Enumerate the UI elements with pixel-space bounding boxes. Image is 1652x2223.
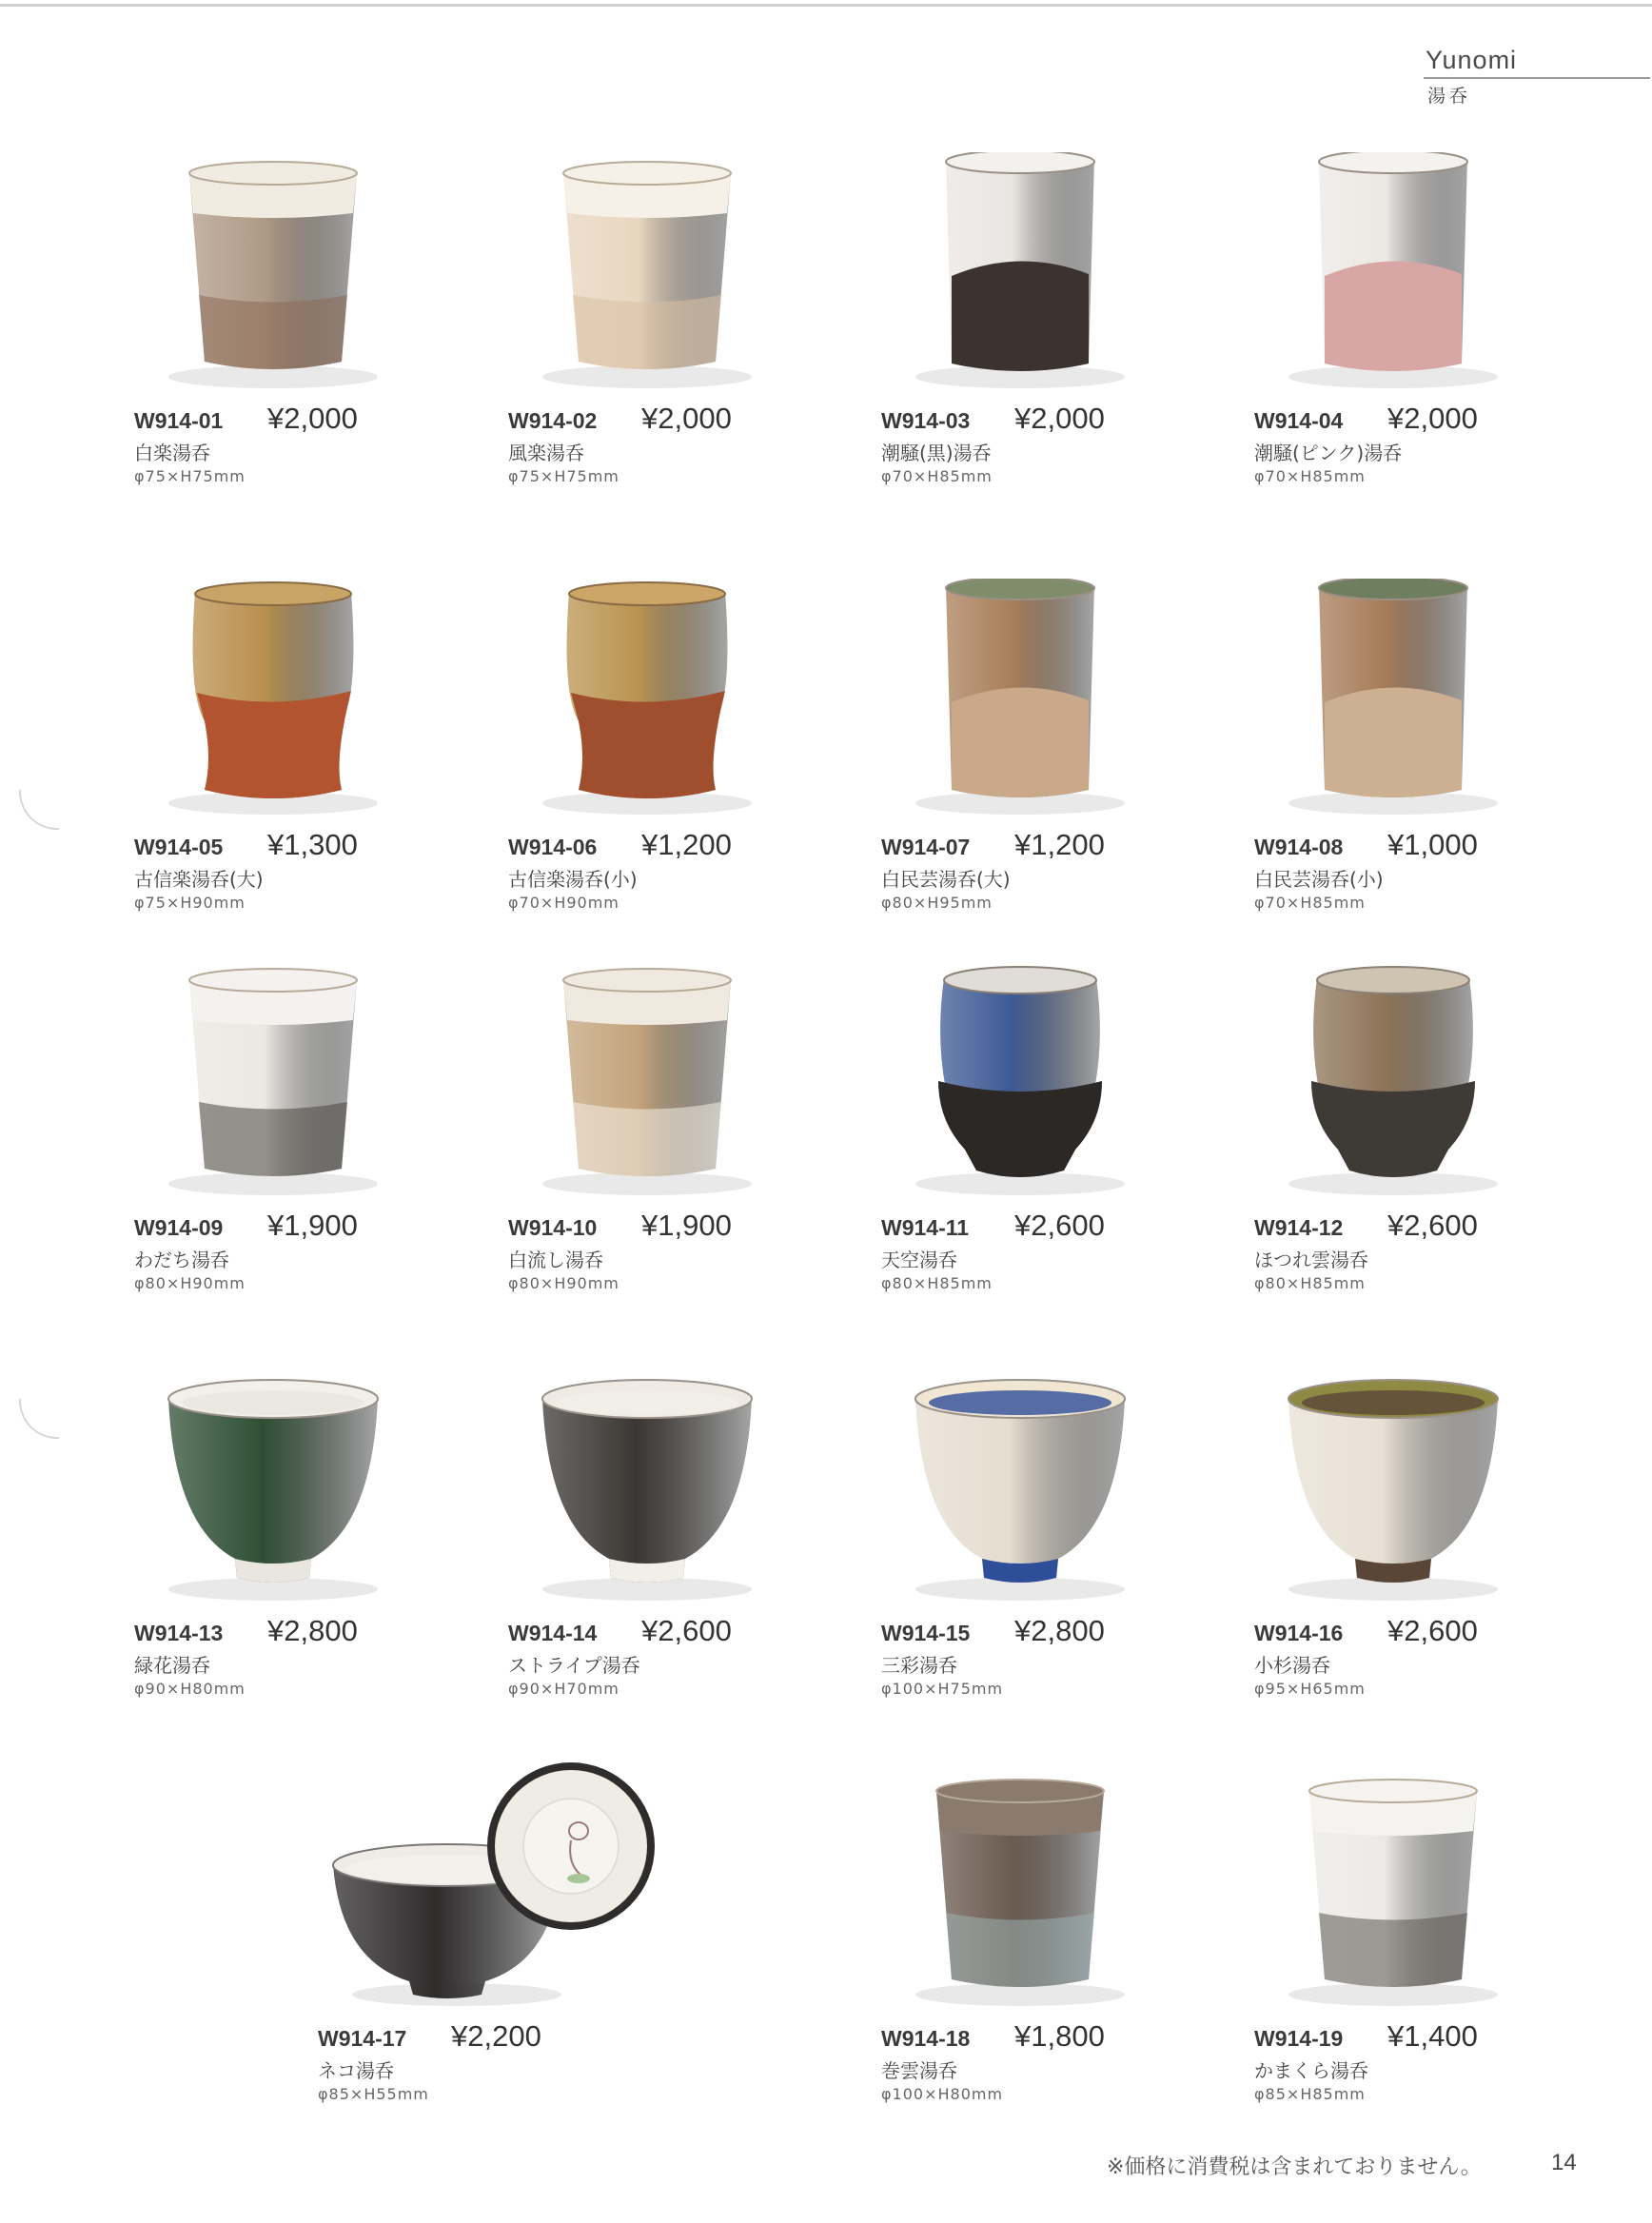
product-price: ¥2,600 xyxy=(1387,1614,1478,1647)
product-name: 白民芸湯呑(大) xyxy=(881,868,1011,891)
product-info xyxy=(1254,1614,1540,1698)
product-size: φ90×H80mm xyxy=(134,1680,246,1698)
product-price: ¥2,600 xyxy=(1387,1209,1478,1242)
yunomi-photo xyxy=(877,152,1163,400)
product-info xyxy=(134,1209,420,1292)
product-code: W914-06 xyxy=(508,835,598,859)
product-photo xyxy=(504,959,790,1207)
product-price: ¥2,600 xyxy=(641,1614,732,1647)
product-card xyxy=(1250,959,1536,1321)
yunomi-photo xyxy=(1250,152,1536,400)
product-name: 白流し湯呑 xyxy=(508,1249,603,1271)
product-photo xyxy=(877,959,1163,1207)
product-code: W914-04 xyxy=(1254,408,1344,433)
product-name: 古信楽湯呑(小) xyxy=(508,868,638,891)
product-name: 巻雲湯呑 xyxy=(881,2059,957,2082)
product-code: W914-07 xyxy=(881,835,971,859)
top-border xyxy=(0,4,1652,7)
product-name: 白民芸湯呑(小) xyxy=(1254,868,1384,891)
product-price: ¥2,000 xyxy=(1014,402,1105,435)
product-info xyxy=(881,828,1167,912)
product-size: φ80×H95mm xyxy=(881,894,993,912)
product-size: φ80×H90mm xyxy=(508,1274,620,1292)
product-info xyxy=(134,828,420,912)
yunomi-photo xyxy=(504,1365,790,1612)
yunomi-photo xyxy=(130,579,416,826)
product-size: φ75×H75mm xyxy=(134,467,246,485)
page-title: Yunomi xyxy=(1426,46,1518,74)
product-name: 白楽湯呑 xyxy=(134,442,210,464)
product-price: ¥1,900 xyxy=(641,1209,732,1242)
product-info xyxy=(508,1209,794,1292)
product-price: ¥1,200 xyxy=(1014,828,1105,861)
product-photo xyxy=(504,579,790,826)
product-name: 三彩湯呑 xyxy=(881,1654,957,1677)
yunomi-photo xyxy=(1250,579,1536,826)
product-code: W914-12 xyxy=(1254,1215,1344,1240)
product-size: φ85×H55mm xyxy=(318,2085,429,2103)
product-size: φ70×H85mm xyxy=(881,467,993,485)
product-code: W914-19 xyxy=(1254,2026,1344,2051)
product-photo xyxy=(877,1770,1163,2017)
product-photo xyxy=(130,1365,416,1612)
product-code: W914-01 xyxy=(134,408,224,433)
product-price: ¥2,000 xyxy=(267,402,358,435)
product-price: ¥2,200 xyxy=(451,2019,541,2053)
yunomi-photo xyxy=(1250,1365,1536,1612)
binder-hole-mark xyxy=(19,1399,59,1439)
yunomi-photo xyxy=(877,1770,1163,2017)
product-info xyxy=(1254,402,1540,485)
product-name: 潮騒(黒)湯呑 xyxy=(881,442,992,464)
product-size: φ85×H85mm xyxy=(1254,2085,1366,2103)
product-size: φ80×H85mm xyxy=(881,1274,993,1292)
product-photo xyxy=(504,1365,790,1612)
product-price: ¥2,600 xyxy=(1014,1209,1105,1242)
cup-interior-photo xyxy=(476,1751,666,1941)
product-size: φ75×H90mm xyxy=(134,894,246,912)
product-card xyxy=(130,959,416,1321)
product-info xyxy=(1254,2019,1540,2103)
product-code: W914-03 xyxy=(881,408,971,433)
product-photo xyxy=(314,1770,600,2017)
product-card xyxy=(130,579,416,940)
product-info xyxy=(508,828,794,912)
product-price: ¥2,800 xyxy=(267,1614,358,1647)
product-card xyxy=(314,1770,600,2132)
tax-note: ※価格に消費税は含まれておりません。 xyxy=(1107,2155,1482,2179)
product-size: φ80×H85mm xyxy=(1254,1274,1366,1292)
product-card xyxy=(1250,579,1536,940)
product-price: ¥1,800 xyxy=(1014,2019,1105,2053)
product-info xyxy=(881,402,1167,485)
product-photo xyxy=(130,959,416,1207)
product-code: W914-18 xyxy=(881,2026,971,2051)
page-subtitle: 湯呑 xyxy=(1427,86,1472,107)
product-photo xyxy=(130,579,416,826)
product-photo xyxy=(877,1365,1163,1612)
product-name: 風楽湯呑 xyxy=(508,442,584,464)
product-price: ¥2,800 xyxy=(1014,1614,1105,1647)
product-name: ほつれ雲湯呑 xyxy=(1254,1249,1368,1271)
product-price: ¥1,000 xyxy=(1387,828,1478,861)
product-price: ¥1,200 xyxy=(641,828,732,861)
product-name: 潮騒(ピンク)湯呑 xyxy=(1254,442,1403,464)
product-info xyxy=(134,402,420,485)
yunomi-photo xyxy=(1250,959,1536,1207)
product-photo xyxy=(130,152,416,400)
product-info xyxy=(508,1614,794,1698)
product-size: φ95×H65mm xyxy=(1254,1680,1366,1698)
product-photo xyxy=(1250,1365,1536,1612)
product-photo xyxy=(877,152,1163,400)
product-photo xyxy=(1250,959,1536,1207)
product-size: φ100×H80mm xyxy=(881,2085,1004,2103)
product-info xyxy=(881,1209,1167,1292)
page-number: 14 xyxy=(1551,2150,1577,2175)
product-card xyxy=(877,959,1163,1321)
product-card xyxy=(504,152,790,514)
product-info xyxy=(508,402,794,485)
product-card xyxy=(130,1365,416,1726)
product-name: ストライプ湯呑 xyxy=(508,1654,640,1677)
product-code: W914-13 xyxy=(134,1621,224,1645)
product-size: φ75×H75mm xyxy=(508,467,620,485)
product-name: 天空湯呑 xyxy=(881,1249,957,1271)
product-price: ¥2,000 xyxy=(641,402,732,435)
product-name: かまくら湯呑 xyxy=(1254,2059,1368,2082)
product-size: φ80×H90mm xyxy=(134,1274,246,1292)
yunomi-photo xyxy=(504,579,790,826)
product-photo xyxy=(877,579,1163,826)
product-name: わだち湯呑 xyxy=(134,1249,229,1271)
product-card xyxy=(504,1365,790,1726)
binder-hole-mark xyxy=(19,790,59,830)
product-card xyxy=(504,579,790,940)
yunomi-photo xyxy=(130,152,416,400)
product-info xyxy=(134,1614,420,1698)
product-info xyxy=(881,2019,1167,2103)
product-card xyxy=(877,579,1163,940)
product-card xyxy=(504,959,790,1321)
product-name: 古信楽湯呑(大) xyxy=(134,868,264,891)
product-card xyxy=(1250,1770,1536,2132)
product-code: W914-16 xyxy=(1254,1621,1344,1645)
product-price: ¥1,300 xyxy=(267,828,358,861)
yunomi-photo xyxy=(504,152,790,400)
product-size: φ100×H75mm xyxy=(881,1680,1004,1698)
product-price: ¥1,400 xyxy=(1387,2019,1478,2053)
product-card xyxy=(877,1770,1163,2132)
product-code: W914-15 xyxy=(881,1621,971,1645)
title-rule xyxy=(1424,77,1650,79)
product-size: φ90×H70mm xyxy=(508,1680,620,1698)
product-code: W914-09 xyxy=(134,1215,224,1240)
product-photo xyxy=(1250,1770,1536,2017)
product-card xyxy=(130,152,416,514)
product-code: W914-02 xyxy=(508,408,598,433)
product-info xyxy=(318,2019,603,2103)
yunomi-photo xyxy=(1250,1770,1536,2017)
product-code: W914-11 xyxy=(881,1215,970,1240)
product-name: 小杉湯呑 xyxy=(1254,1654,1330,1677)
product-code: W914-10 xyxy=(508,1215,598,1240)
yunomi-photo xyxy=(877,579,1163,826)
yunomi-photo xyxy=(130,959,416,1207)
product-size: φ70×H85mm xyxy=(1254,467,1366,485)
product-info xyxy=(1254,1209,1540,1292)
product-code: W914-08 xyxy=(1254,835,1344,859)
product-card xyxy=(877,1365,1163,1726)
product-code: W914-17 xyxy=(318,2026,407,2051)
product-price: ¥2,000 xyxy=(1387,402,1478,435)
product-card xyxy=(1250,1365,1536,1726)
yunomi-photo xyxy=(504,959,790,1207)
product-photo xyxy=(1250,152,1536,400)
product-info xyxy=(881,1614,1167,1698)
product-name: 緑花湯呑 xyxy=(134,1654,210,1677)
product-card xyxy=(877,152,1163,514)
yunomi-photo xyxy=(877,959,1163,1207)
product-code: W914-14 xyxy=(508,1621,598,1645)
product-photo xyxy=(1250,579,1536,826)
yunomi-photo xyxy=(877,1365,1163,1612)
product-price: ¥1,900 xyxy=(267,1209,358,1242)
product-name: ネコ湯呑 xyxy=(318,2059,394,2082)
product-size: φ70×H85mm xyxy=(1254,894,1366,912)
product-code: W914-05 xyxy=(134,835,224,859)
yunomi-photo xyxy=(130,1365,416,1612)
product-info xyxy=(1254,828,1540,912)
product-photo xyxy=(504,152,790,400)
product-card xyxy=(1250,152,1536,514)
product-size: φ70×H90mm xyxy=(508,894,620,912)
